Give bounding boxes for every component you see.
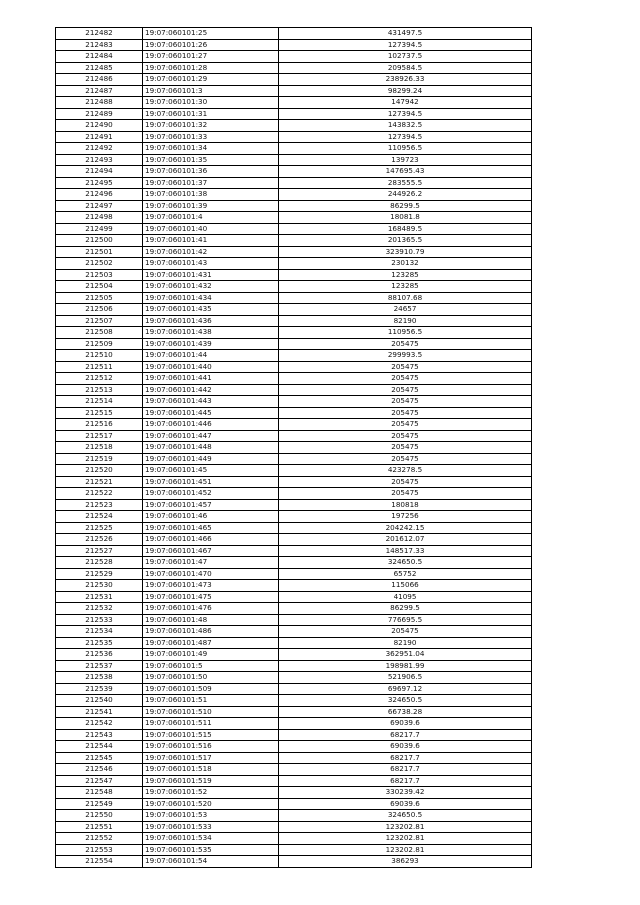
table-row xyxy=(56,85,532,97)
cadastral-number-cell: 19:07:060101:470 xyxy=(143,568,279,580)
cadastral-number-cell: 19:07:060101:439 xyxy=(143,338,279,350)
table-row xyxy=(56,833,532,845)
table-row xyxy=(56,626,532,638)
value-cell: 82190 xyxy=(279,637,532,649)
table-row xyxy=(56,706,532,718)
value-cell: 198981.99 xyxy=(279,660,532,672)
row-number-cell: 212525 xyxy=(56,522,143,534)
row-number-cell: 212489 xyxy=(56,108,143,120)
table-row xyxy=(56,637,532,649)
cadastral-number-cell: 19:07:060101:45 xyxy=(143,465,279,477)
row-number-cell: 212524 xyxy=(56,511,143,523)
cadastral-number-cell: 19:07:060101:431 xyxy=(143,269,279,281)
cadastral-number-cell: 19:07:060101:26 xyxy=(143,39,279,51)
value-cell: 238926.33 xyxy=(279,74,532,86)
value-cell: 205475 xyxy=(279,476,532,488)
cadastral-number-cell: 19:07:060101:31 xyxy=(143,108,279,120)
table-row xyxy=(56,741,532,753)
table-row xyxy=(56,534,532,546)
row-number-cell: 212528 xyxy=(56,557,143,569)
row-number-cell: 212537 xyxy=(56,660,143,672)
row-number-cell: 212493 xyxy=(56,154,143,166)
table-row xyxy=(56,764,532,776)
value-cell: 69039.6 xyxy=(279,741,532,753)
cadastral-number-cell: 19:07:060101:517 xyxy=(143,752,279,764)
table-row xyxy=(56,430,532,442)
value-cell: 110956.5 xyxy=(279,327,532,339)
table-row xyxy=(56,419,532,431)
cadastral-number-cell: 19:07:060101:436 xyxy=(143,315,279,327)
cadastral-number-cell: 19:07:060101:511 xyxy=(143,718,279,730)
table-row xyxy=(56,557,532,569)
data-table xyxy=(55,27,532,868)
cadastral-number-cell: 19:07:060101:449 xyxy=(143,453,279,465)
cadastral-number-cell: 19:07:060101:533 xyxy=(143,821,279,833)
cadastral-number-cell: 19:07:060101:52 xyxy=(143,787,279,799)
value-cell: 205475 xyxy=(279,396,532,408)
value-cell: 205475 xyxy=(279,453,532,465)
row-number-cell: 212554 xyxy=(56,856,143,868)
table-row xyxy=(56,660,532,672)
row-number-cell: 212517 xyxy=(56,430,143,442)
table-row xyxy=(56,407,532,419)
row-number-cell: 212510 xyxy=(56,350,143,362)
value-cell: 123202.81 xyxy=(279,821,532,833)
cadastral-number-cell: 19:07:060101:443 xyxy=(143,396,279,408)
cadastral-number-cell: 19:07:060101:442 xyxy=(143,384,279,396)
table-body xyxy=(56,28,532,868)
value-cell: 201365.5 xyxy=(279,235,532,247)
value-cell: 123202.81 xyxy=(279,844,532,856)
table-row xyxy=(56,499,532,511)
value-cell: 88107.68 xyxy=(279,292,532,304)
cadastral-number-cell: 19:07:060101:3 xyxy=(143,85,279,97)
cadastral-number-cell: 19:07:060101:515 xyxy=(143,729,279,741)
row-number-cell: 212518 xyxy=(56,442,143,454)
cadastral-number-cell: 19:07:060101:441 xyxy=(143,373,279,385)
row-number-cell: 212498 xyxy=(56,212,143,224)
cadastral-number-cell: 19:07:060101:43 xyxy=(143,258,279,270)
row-number-cell: 212520 xyxy=(56,465,143,477)
value-cell: 68217.7 xyxy=(279,729,532,741)
value-cell: 123285 xyxy=(279,269,532,281)
value-cell: 98299.24 xyxy=(279,85,532,97)
row-number-cell: 212544 xyxy=(56,741,143,753)
table-row xyxy=(56,74,532,86)
cadastral-number-cell: 19:07:060101:466 xyxy=(143,534,279,546)
value-cell: 82190 xyxy=(279,315,532,327)
row-number-cell: 212501 xyxy=(56,246,143,258)
row-number-cell: 212535 xyxy=(56,637,143,649)
cadastral-number-cell: 19:07:060101:48 xyxy=(143,614,279,626)
table-row xyxy=(56,350,532,362)
row-number-cell: 212490 xyxy=(56,120,143,132)
cadastral-number-cell: 19:07:060101:29 xyxy=(143,74,279,86)
value-cell: 283555.5 xyxy=(279,177,532,189)
value-cell: 197256 xyxy=(279,511,532,523)
row-number-cell: 212496 xyxy=(56,189,143,201)
table-row xyxy=(56,821,532,833)
table-row xyxy=(56,258,532,270)
value-cell: 68217.7 xyxy=(279,764,532,776)
row-number-cell: 212522 xyxy=(56,488,143,500)
table-row xyxy=(56,361,532,373)
cadastral-number-cell: 19:07:060101:37 xyxy=(143,177,279,189)
row-number-cell: 212530 xyxy=(56,580,143,592)
value-cell: 244926.2 xyxy=(279,189,532,201)
row-number-cell: 212514 xyxy=(56,396,143,408)
table-row xyxy=(56,327,532,339)
table-row xyxy=(56,143,532,155)
table-row xyxy=(56,810,532,822)
table-row xyxy=(56,304,532,316)
table-row xyxy=(56,189,532,201)
table-row xyxy=(56,603,532,615)
cadastral-number-cell: 19:07:060101:5 xyxy=(143,660,279,672)
value-cell: 521906.5 xyxy=(279,672,532,684)
value-cell: 230132 xyxy=(279,258,532,270)
row-number-cell: 212499 xyxy=(56,223,143,235)
table-row xyxy=(56,223,532,235)
cadastral-number-cell: 19:07:060101:44 xyxy=(143,350,279,362)
value-cell: 324650.5 xyxy=(279,810,532,822)
value-cell: 362951.04 xyxy=(279,649,532,661)
table-row xyxy=(56,212,532,224)
value-cell: 205475 xyxy=(279,338,532,350)
value-cell: 69039.6 xyxy=(279,718,532,730)
cadastral-number-cell: 19:07:060101:36 xyxy=(143,166,279,178)
row-number-cell: 212492 xyxy=(56,143,143,155)
cadastral-number-cell: 19:07:060101:51 xyxy=(143,695,279,707)
row-number-cell: 212500 xyxy=(56,235,143,247)
value-cell: 205475 xyxy=(279,384,532,396)
cadastral-number-cell: 19:07:060101:487 xyxy=(143,637,279,649)
cadastral-number-cell: 19:07:060101:510 xyxy=(143,706,279,718)
cadastral-number-cell: 19:07:060101:41 xyxy=(143,235,279,247)
table-row xyxy=(56,476,532,488)
value-cell: 147942 xyxy=(279,97,532,109)
table-row xyxy=(56,465,532,477)
cadastral-number-cell: 19:07:060101:28 xyxy=(143,62,279,74)
cadastral-number-cell: 19:07:060101:39 xyxy=(143,200,279,212)
table-row xyxy=(56,384,532,396)
row-number-cell: 212546 xyxy=(56,764,143,776)
cadastral-number-cell: 19:07:060101:519 xyxy=(143,775,279,787)
value-cell: 123285 xyxy=(279,281,532,293)
cadastral-number-cell: 19:07:060101:465 xyxy=(143,522,279,534)
value-cell: 299993.5 xyxy=(279,350,532,362)
value-cell: 127394.5 xyxy=(279,39,532,51)
cadastral-number-cell: 19:07:060101:434 xyxy=(143,292,279,304)
row-number-cell: 212504 xyxy=(56,281,143,293)
row-number-cell: 212542 xyxy=(56,718,143,730)
cadastral-number-cell: 19:07:060101:25 xyxy=(143,28,279,40)
value-cell: 201612.07 xyxy=(279,534,532,546)
row-number-cell: 212494 xyxy=(56,166,143,178)
row-number-cell: 212534 xyxy=(56,626,143,638)
cadastral-number-cell: 19:07:060101:27 xyxy=(143,51,279,63)
value-cell: 204242.15 xyxy=(279,522,532,534)
value-cell: 386293 xyxy=(279,856,532,868)
table-row xyxy=(56,683,532,695)
row-number-cell: 212547 xyxy=(56,775,143,787)
cadastral-number-cell: 19:07:060101:518 xyxy=(143,764,279,776)
cadastral-number-cell: 19:07:060101:509 xyxy=(143,683,279,695)
cadastral-number-cell: 19:07:060101:32 xyxy=(143,120,279,132)
row-number-cell: 212545 xyxy=(56,752,143,764)
value-cell: 86299.5 xyxy=(279,603,532,615)
table-row xyxy=(56,798,532,810)
value-cell: 127394.5 xyxy=(279,131,532,143)
table-row xyxy=(56,62,532,74)
value-cell: 69697.12 xyxy=(279,683,532,695)
row-number-cell: 212503 xyxy=(56,269,143,281)
cadastral-number-cell: 19:07:060101:432 xyxy=(143,281,279,293)
row-number-cell: 212507 xyxy=(56,315,143,327)
cadastral-number-cell: 19:07:060101:4 xyxy=(143,212,279,224)
table-row xyxy=(56,396,532,408)
value-cell: 68217.7 xyxy=(279,752,532,764)
table-row xyxy=(56,568,532,580)
value-cell: 110956.5 xyxy=(279,143,532,155)
value-cell: 86299.5 xyxy=(279,200,532,212)
row-number-cell: 212519 xyxy=(56,453,143,465)
cadastral-number-cell: 19:07:060101:534 xyxy=(143,833,279,845)
table-row xyxy=(56,787,532,799)
row-number-cell: 212539 xyxy=(56,683,143,695)
cadastral-number-cell: 19:07:060101:516 xyxy=(143,741,279,753)
row-number-cell: 212509 xyxy=(56,338,143,350)
row-number-cell: 212516 xyxy=(56,419,143,431)
row-number-cell: 212553 xyxy=(56,844,143,856)
table-row xyxy=(56,591,532,603)
table-row xyxy=(56,338,532,350)
value-cell: 205475 xyxy=(279,488,532,500)
table-row xyxy=(56,511,532,523)
row-number-cell: 212488 xyxy=(56,97,143,109)
value-cell: 115066 xyxy=(279,580,532,592)
table-row xyxy=(56,442,532,454)
value-cell: 205475 xyxy=(279,430,532,442)
table-row xyxy=(56,649,532,661)
table-row xyxy=(56,97,532,109)
row-number-cell: 212541 xyxy=(56,706,143,718)
cadastral-number-cell: 19:07:060101:49 xyxy=(143,649,279,661)
row-number-cell: 212549 xyxy=(56,798,143,810)
table-row xyxy=(56,718,532,730)
row-number-cell: 212502 xyxy=(56,258,143,270)
row-number-cell: 212538 xyxy=(56,672,143,684)
cadastral-number-cell: 19:07:060101:30 xyxy=(143,97,279,109)
value-cell: 205475 xyxy=(279,407,532,419)
row-number-cell: 212515 xyxy=(56,407,143,419)
cadastral-number-cell: 19:07:060101:33 xyxy=(143,131,279,143)
value-cell: 143832.5 xyxy=(279,120,532,132)
table-row xyxy=(56,775,532,787)
row-number-cell: 212506 xyxy=(56,304,143,316)
table-row xyxy=(56,246,532,258)
row-number-cell: 212543 xyxy=(56,729,143,741)
cadastral-number-cell: 19:07:060101:440 xyxy=(143,361,279,373)
table-row xyxy=(56,281,532,293)
value-cell: 66738.28 xyxy=(279,706,532,718)
cadastral-number-cell: 19:07:060101:535 xyxy=(143,844,279,856)
cadastral-number-cell: 19:07:060101:435 xyxy=(143,304,279,316)
cadastral-number-cell: 19:07:060101:34 xyxy=(143,143,279,155)
cadastral-number-cell: 19:07:060101:452 xyxy=(143,488,279,500)
row-number-cell: 212513 xyxy=(56,384,143,396)
value-cell: 147695.43 xyxy=(279,166,532,178)
row-number-cell: 212484 xyxy=(56,51,143,63)
table-row xyxy=(56,453,532,465)
row-number-cell: 212497 xyxy=(56,200,143,212)
table-row xyxy=(56,235,532,247)
table-row xyxy=(56,200,532,212)
table-row xyxy=(56,614,532,626)
cadastral-number-cell: 19:07:060101:50 xyxy=(143,672,279,684)
value-cell: 205475 xyxy=(279,373,532,385)
value-cell: 68217.7 xyxy=(279,775,532,787)
row-number-cell: 212531 xyxy=(56,591,143,603)
table-row xyxy=(56,166,532,178)
value-cell: 148517.33 xyxy=(279,545,532,557)
row-number-cell: 212540 xyxy=(56,695,143,707)
table-row xyxy=(56,373,532,385)
row-number-cell: 212482 xyxy=(56,28,143,40)
cadastral-number-cell: 19:07:060101:448 xyxy=(143,442,279,454)
row-number-cell: 212527 xyxy=(56,545,143,557)
table-row xyxy=(56,580,532,592)
table-row xyxy=(56,28,532,40)
value-cell: 323910.79 xyxy=(279,246,532,258)
cadastral-number-cell: 19:07:060101:473 xyxy=(143,580,279,592)
table-row xyxy=(56,120,532,132)
value-cell: 330239.42 xyxy=(279,787,532,799)
cadastral-number-cell: 19:07:060101:46 xyxy=(143,511,279,523)
value-cell: 423278.5 xyxy=(279,465,532,477)
row-number-cell: 212548 xyxy=(56,787,143,799)
row-number-cell: 212511 xyxy=(56,361,143,373)
value-cell: 180818 xyxy=(279,499,532,511)
row-number-cell: 212487 xyxy=(56,85,143,97)
table-row xyxy=(56,269,532,281)
table-row xyxy=(56,108,532,120)
row-number-cell: 212521 xyxy=(56,476,143,488)
row-number-cell: 212523 xyxy=(56,499,143,511)
row-number-cell: 212485 xyxy=(56,62,143,74)
value-cell: 205475 xyxy=(279,442,532,454)
cadastral-number-cell: 19:07:060101:40 xyxy=(143,223,279,235)
table-row xyxy=(56,672,532,684)
table-row xyxy=(56,39,532,51)
cadastral-number-cell: 19:07:060101:520 xyxy=(143,798,279,810)
table-row xyxy=(56,51,532,63)
table-row xyxy=(56,729,532,741)
cadastral-number-cell: 19:07:060101:451 xyxy=(143,476,279,488)
row-number-cell: 212508 xyxy=(56,327,143,339)
cadastral-number-cell: 19:07:060101:475 xyxy=(143,591,279,603)
table-row xyxy=(56,315,532,327)
cadastral-number-cell: 19:07:060101:486 xyxy=(143,626,279,638)
row-number-cell: 212533 xyxy=(56,614,143,626)
cadastral-number-cell: 19:07:060101:476 xyxy=(143,603,279,615)
row-number-cell: 212551 xyxy=(56,821,143,833)
table-row xyxy=(56,545,532,557)
table-row xyxy=(56,177,532,189)
table-row xyxy=(56,695,532,707)
cadastral-number-cell: 19:07:060101:457 xyxy=(143,499,279,511)
row-number-cell: 212532 xyxy=(56,603,143,615)
value-cell: 24657 xyxy=(279,304,532,316)
row-number-cell: 212526 xyxy=(56,534,143,546)
value-cell: 102737.5 xyxy=(279,51,532,63)
cadastral-number-cell: 19:07:060101:438 xyxy=(143,327,279,339)
value-cell: 65752 xyxy=(279,568,532,580)
table-row xyxy=(56,752,532,764)
value-cell: 205475 xyxy=(279,626,532,638)
value-cell: 205475 xyxy=(279,361,532,373)
cadastral-number-cell: 19:07:060101:446 xyxy=(143,419,279,431)
cadastral-number-cell: 19:07:060101:445 xyxy=(143,407,279,419)
value-cell: 776695.5 xyxy=(279,614,532,626)
row-number-cell: 212491 xyxy=(56,131,143,143)
table-row xyxy=(56,488,532,500)
row-number-cell: 212495 xyxy=(56,177,143,189)
table-row xyxy=(56,844,532,856)
row-number-cell: 212552 xyxy=(56,833,143,845)
cadastral-number-cell: 19:07:060101:35 xyxy=(143,154,279,166)
value-cell: 123202.81 xyxy=(279,833,532,845)
row-number-cell: 212536 xyxy=(56,649,143,661)
value-cell: 324650.5 xyxy=(279,695,532,707)
row-number-cell: 212512 xyxy=(56,373,143,385)
cadastral-number-cell: 19:07:060101:53 xyxy=(143,810,279,822)
value-cell: 127394.5 xyxy=(279,108,532,120)
value-cell: 18081.8 xyxy=(279,212,532,224)
table-row xyxy=(56,292,532,304)
table-row xyxy=(56,522,532,534)
value-cell: 41095 xyxy=(279,591,532,603)
row-number-cell: 212486 xyxy=(56,74,143,86)
table-row xyxy=(56,154,532,166)
value-cell: 139723 xyxy=(279,154,532,166)
row-number-cell: 212505 xyxy=(56,292,143,304)
cadastral-number-cell: 19:07:060101:38 xyxy=(143,189,279,201)
cadastral-number-cell: 19:07:060101:54 xyxy=(143,856,279,868)
row-number-cell: 212550 xyxy=(56,810,143,822)
cadastral-number-cell: 19:07:060101:42 xyxy=(143,246,279,258)
value-cell: 69039.6 xyxy=(279,798,532,810)
value-cell: 168489.5 xyxy=(279,223,532,235)
row-number-cell: 212529 xyxy=(56,568,143,580)
cadastral-number-cell: 19:07:060101:47 xyxy=(143,557,279,569)
row-number-cell: 212483 xyxy=(56,39,143,51)
value-cell: 209584.5 xyxy=(279,62,532,74)
cadastral-number-cell: 19:07:060101:447 xyxy=(143,430,279,442)
table-row xyxy=(56,856,532,868)
value-cell: 431497.5 xyxy=(279,28,532,40)
value-cell: 205475 xyxy=(279,419,532,431)
value-cell: 324650.5 xyxy=(279,557,532,569)
table-row xyxy=(56,131,532,143)
cadastral-number-cell: 19:07:060101:467 xyxy=(143,545,279,557)
